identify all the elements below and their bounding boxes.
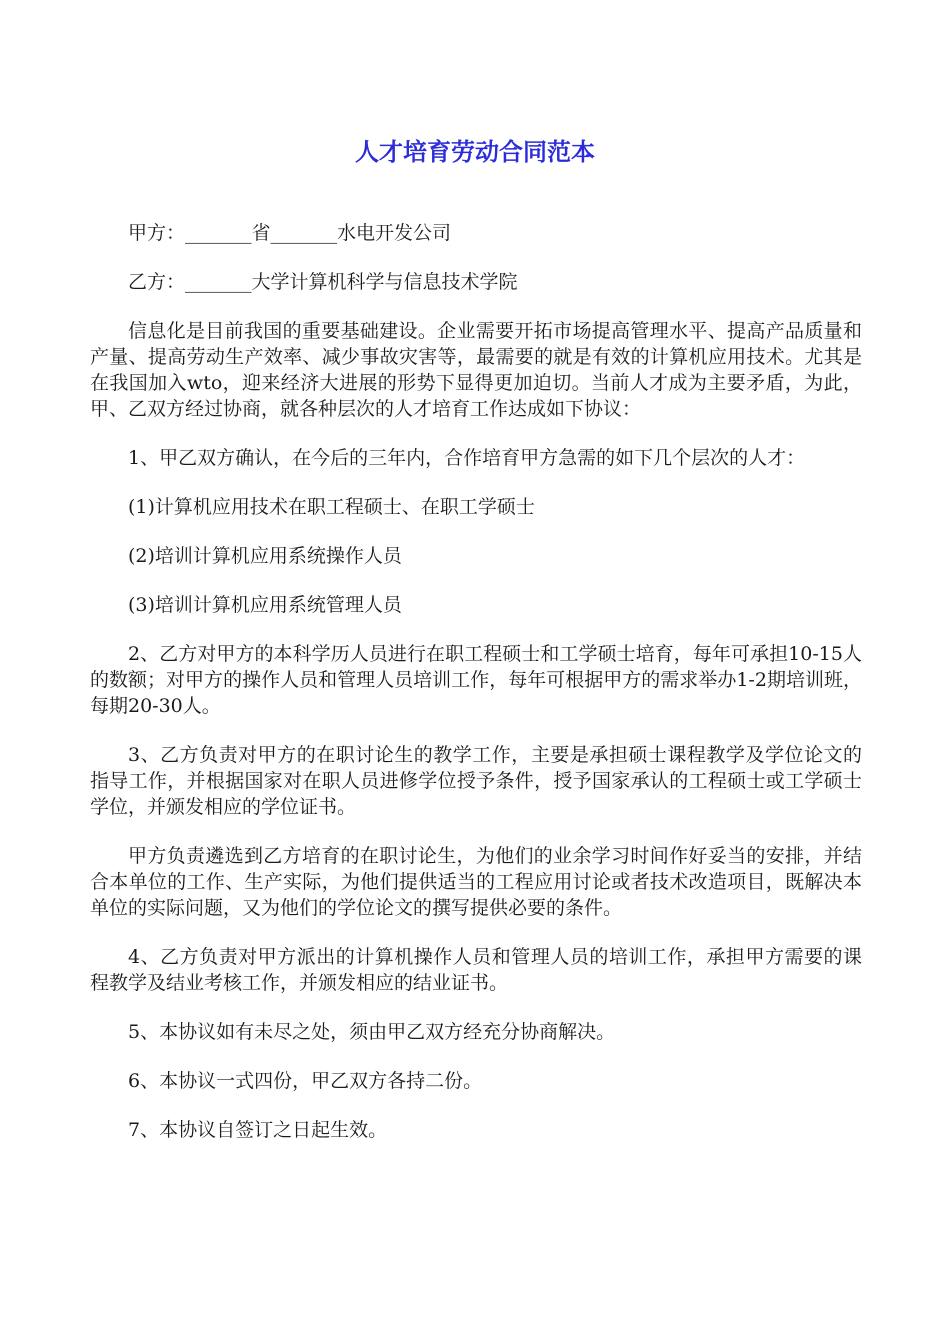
intro-paragraph: 信息化是目前我国的重要基础建设。企业需要开拓市场提高管理水平、提高产品质量和产量、提高劳动生产效率、减少事故灾害等，最需要的就是有效的计算机应用技术。尤其是在我国加入wto，迎来经济大进展的形势下显得更加迫切。当前人才成为主要矛盾，为此，甲、乙双方经过协商，就各种层次的人才培育工作达成如下协议：: [90, 320, 862, 420]
clause-1-item-2: (2)培训计算机应用系统操作人员: [128, 545, 402, 567]
clause-3: 3、乙方负责对甲方的在职讨论生的教学工作，主要是承担硕士课程教学及学位论文的指导工作，并根据国家对在职人员进修学位授予条件，授予国家承认的工程硕士或工学硕士学位，并颁发相应的学位证书。: [90, 744, 862, 818]
clause-5: 5、本协议如有未尽之处，须由甲乙双方经充分协商解决。: [128, 1021, 616, 1043]
document-title: 人才培育劳动合同范本: [355, 138, 595, 166]
document-body: [90, 220, 862, 1166]
party-b-line: 乙方：_______大学计算机科学与信息技术学院: [128, 271, 518, 293]
clause-1-item-3: (3)培训计算机应用系统管理人员: [128, 594, 402, 616]
clause-2: 2、乙方对甲方的本科学历人员进行在职工程硕士和工学硕士培育，每年可承担10-15人的数额；对甲方的操作人员和管理人员培训工作，每年可根据甲方的需求举办1-2期培训班，每期20-30人。: [90, 643, 862, 717]
clause-1: 1、甲乙双方确认，在今后的三年内，合作培育甲方急需的如下几个层次的人才：: [128, 447, 806, 469]
clause-1-item-1: (1)计算机应用技术在职工程硕士、在职工学硕士: [128, 496, 535, 518]
clause-6: 6、本协议一式四份，甲乙双方各持二份。: [128, 1070, 483, 1092]
clause-7: 7、本协议自签订之日起生效。: [128, 1119, 388, 1141]
clause-3-extra: 甲方负责遴选到乙方培育的在职讨论生，为他们的业余学习时间作好妥当的安排，并结合本单位的工作、生产实际，为他们提供适当的工程应用讨论或者技术改造项目，既解决本单位的实际问题，又为他们的学位论文的撰写提供必要的条件。: [90, 845, 862, 919]
clause-4: 4、乙方负责对甲方派出的计算机操作人员和管理人员的培训工作，承担甲方需要的课程教学及结业考核工作，并颁发相应的结业证书。: [90, 946, 862, 994]
party-a-line: 甲方：_______省_______水电开发公司: [128, 222, 452, 244]
